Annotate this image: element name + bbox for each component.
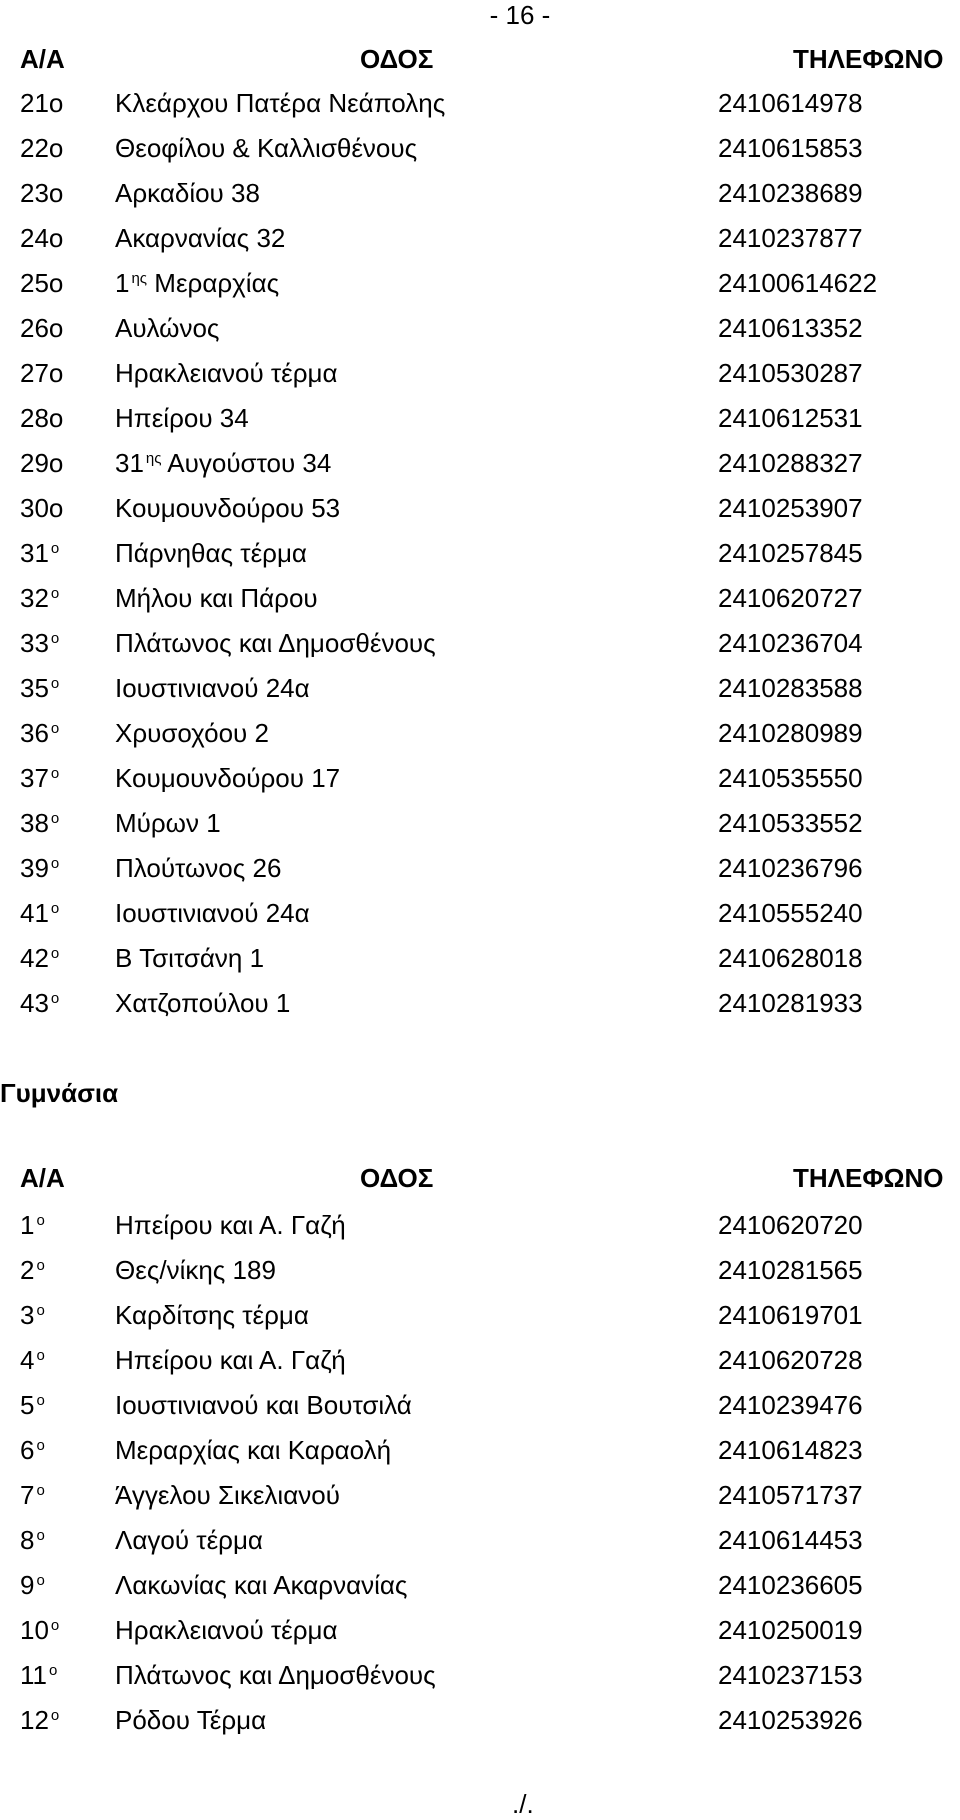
row-number-suffix: ο [36,1347,45,1364]
row-address [115,1525,263,1555]
row-address-suffix: ης [145,450,162,467]
table-row [0,1480,960,1525]
row-phone: 2410614823 [718,1435,863,1465]
row-number-value: 31 [20,538,49,568]
table-row [0,358,960,403]
table-row [0,493,960,538]
row-address-text: Πλάτωνος και Δημοσθένους [115,628,436,658]
table-row [0,898,960,943]
table-row [0,1210,960,1255]
row-number [20,1390,45,1420]
row-address-text: Αυλώνος [115,313,220,343]
table-row [0,943,960,988]
row-phone: 2410281565 [718,1255,863,1285]
row-address [115,403,249,433]
row-number [20,763,59,793]
row-phone: 2410281933 [718,988,863,1018]
row-number-value: 30ο [20,493,64,523]
row-address-text: Μεραρχίας και Καραολή [115,1435,392,1465]
row-number-suffix: ο [50,1617,60,1634]
row-address-text: Κλεάρχου Πατέρα Νεάπολης [115,88,446,118]
section-heading-gymnasia: Γυμνάσια [0,1078,119,1108]
row-address-text: Ρόδου Τέρμα [115,1705,267,1735]
row-number-value: 39 [20,853,49,883]
row-address-text: Ηρακλειανού τέρμα [115,358,338,388]
row-address [115,583,318,613]
table-row [0,808,960,853]
row-address [115,898,310,928]
row-phone: 2410250019 [718,1615,863,1645]
row-address [115,673,310,703]
row-phone: 2410253926 [718,1705,863,1735]
row-address-text: Άγγελου Σικελιανού [115,1480,340,1510]
row-phone: 2410236796 [718,853,863,883]
row-address [115,718,269,748]
row-address [115,1390,412,1420]
row-number-value: 10 [20,1615,49,1645]
row-address [115,1570,407,1600]
row-number-suffix: ο [50,990,60,1007]
row-number-value: 21ο [20,88,64,118]
row-number [20,268,63,298]
table1-header-odos: ΟΔΟΣ [360,44,434,74]
row-address [115,808,221,838]
row-address [115,1660,436,1690]
row-number-value: 22ο [20,133,64,163]
row-address-text: Πάρνηθας τέρμα [115,538,307,568]
table-row [0,1300,960,1345]
table-row [0,538,960,583]
row-number [20,1255,45,1285]
row-phone: 2410236704 [718,628,863,658]
row-address [115,1705,266,1735]
table2-header-phone: ΤΗΛΕΦΩΝΟ [793,1163,944,1193]
row-number-suffix: ο [50,1707,60,1724]
row-number [20,403,63,433]
row-phone: 2410619701 [718,1300,863,1330]
row-number-suffix: ο [50,720,60,737]
row-number-value: 26ο [20,313,64,343]
row-number-suffix: ο [36,1527,45,1544]
row-phone: 2410620728 [718,1345,863,1375]
row-number [20,133,63,163]
row-address-text: Μήλου και Πάρου [115,583,318,613]
row-number-value: 5 [20,1390,35,1420]
row-number-value: 37 [20,763,49,793]
row-number [20,1435,45,1465]
row-address [115,358,338,388]
row-phone: 2410571737 [718,1480,863,1510]
row-address-text: Ηρακλειανού τέρμα [115,1615,338,1645]
table1-header-phone: ΤΗΛΕΦΩΝΟ [793,44,944,74]
row-address-text: Θες/νίκης 189 [115,1255,276,1285]
row-number-value: 32 [20,583,49,613]
row-phone: 2410280989 [718,718,863,748]
row-phone: 2410555240 [718,898,863,928]
table-row [0,1345,960,1390]
row-number [20,1570,45,1600]
row-number-value: 33 [20,628,49,658]
row-number-value: 11 [20,1660,47,1690]
row-number [20,1615,59,1645]
row-number-value: 42 [20,943,49,973]
row-number-value: 41 [20,898,49,928]
table-row [0,1390,960,1435]
row-address-text: Πλούτωνος 26 [115,853,282,883]
row-address-text: Καρδίτσης τέρμα [115,1300,309,1330]
table2-header-odos: ΟΔΟΣ [360,1163,434,1193]
table1-rows [0,88,960,1033]
row-address-text: Μύρων 1 [115,808,221,838]
row-address-text: Ιουστινιανού 24α [115,898,310,928]
row-number [20,493,63,523]
row-address [115,1435,391,1465]
row-number-value: 9 [20,1570,35,1600]
row-number [20,223,63,253]
row-number [20,808,59,838]
row-number [20,178,63,208]
row-number-value: 6 [20,1435,35,1465]
table-row [0,988,960,1033]
table-row [0,313,960,358]
row-address [115,268,279,298]
row-number [20,1345,45,1375]
row-number [20,1480,45,1510]
row-number [20,1210,45,1240]
row-number-value: 24ο [20,223,64,253]
row-address-text: 1 [115,268,130,298]
table-row [0,1615,960,1660]
row-address-rest: Αυγούστου 34 [167,448,332,478]
row-number [20,1300,45,1330]
row-number [20,1660,57,1690]
row-number-suffix: ο [50,810,60,827]
row-number [20,583,59,613]
table-row [0,853,960,898]
row-number [20,943,59,973]
row-phone: 2410612531 [718,403,863,433]
row-address [115,853,281,883]
table-row [0,718,960,763]
row-number-suffix: ο [36,1482,45,1499]
row-address [115,1210,346,1240]
row-number-value: 36 [20,718,49,748]
table-row [0,88,960,133]
row-address-text: Λακωνίας και Ακαρνανίας [115,1570,408,1600]
row-address [115,943,264,973]
row-address [115,1300,309,1330]
row-number [20,358,63,388]
row-number [20,538,59,568]
row-phone: 2410236605 [718,1570,863,1600]
row-phone: 2410620720 [718,1210,863,1240]
row-number-suffix: ο [36,1572,45,1589]
row-number-value: 4 [20,1345,35,1375]
row-number-suffix: ο [50,630,60,647]
row-number [20,1525,45,1555]
row-address [115,1615,338,1645]
table-row [0,448,960,493]
row-number-value: 27ο [20,358,64,388]
row-phone: 2410283588 [718,673,863,703]
table2-header-aa: Α/Α [20,1163,65,1193]
row-address-text: Πλάτωνος και Δημοσθένους [115,1660,436,1690]
row-address [115,628,436,658]
row-number-suffix: ο [36,1392,45,1409]
table-row [0,1570,960,1615]
row-address [115,313,219,343]
row-address [115,1255,276,1285]
row-phone: 2410614453 [718,1525,863,1555]
row-address-rest: Μεραρχίας [154,268,280,298]
table-row [0,628,960,673]
row-phone: 2410628018 [718,943,863,973]
table-row [0,403,960,448]
row-address-text: Θεοφίλου & Καλλισθένους [115,133,418,163]
row-number-suffix: ο [50,675,60,692]
row-phone: 2410535550 [718,763,863,793]
row-number-value: 25ο [20,268,64,298]
row-address [115,133,417,163]
row-number-value: 3 [20,1300,35,1330]
row-number-value: 38 [20,808,49,838]
row-number-value: 29ο [20,448,64,478]
row-phone: 2410615853 [718,133,863,163]
row-number [20,988,59,1018]
row-address [115,178,260,208]
table2-rows [0,1210,960,1750]
row-address-text: Ιουστινιανού και Βουτσιλά [115,1390,412,1420]
row-address [115,88,445,118]
page-number: - 16 - [489,0,551,30]
row-address-text: Χατζοπούλου 1 [115,988,291,1018]
row-address [115,448,331,478]
row-number-suffix: ο [36,1257,45,1274]
table-row [0,1435,960,1480]
row-number [20,898,59,928]
row-address [115,988,290,1018]
row-address-text: Ιουστινιανού 24α [115,673,310,703]
row-number-value: 1 [20,1210,35,1240]
row-number-suffix: ο [50,540,60,557]
row-address-text: Κουμουνδούρου 17 [115,763,341,793]
table-row [0,1525,960,1570]
row-phone: 2410253907 [718,493,863,523]
row-address-text: Ηπείρου και Α. Γαζή [115,1210,346,1240]
row-number-value: 2 [20,1255,35,1285]
row-address-text: Λαγού τέρμα [115,1525,263,1555]
table-row [0,1705,960,1750]
table1-header-aa: Α/Α [20,44,65,74]
row-number-suffix: ο [50,900,60,917]
row-number [20,88,63,118]
row-phone: 2410533552 [718,808,863,838]
row-number-suffix: ο [36,1437,45,1454]
row-number [20,448,63,478]
row-phone: 2410620727 [718,583,863,613]
row-number-value: 35 [20,673,49,703]
table-row [0,583,960,628]
row-number-suffix: ο [50,765,60,782]
table-row [0,268,960,313]
row-phone: 2410238689 [718,178,863,208]
row-address [115,493,340,523]
end-mark: ./. [512,1789,534,1819]
row-address-text: Ακαρνανίας 32 [115,223,286,253]
row-number [20,718,59,748]
table-row [0,673,960,718]
row-number [20,853,59,883]
table-row [0,178,960,223]
row-phone: 2410288327 [718,448,863,478]
row-number [20,628,59,658]
row-number [20,673,59,703]
row-number-value: 7 [20,1480,35,1510]
table-row [0,1255,960,1300]
row-number-suffix: ο [50,945,60,962]
row-address-text: Β Τσιτσάνη 1 [115,943,265,973]
row-address-text: Κουμουνδούρου 53 [115,493,341,523]
row-number [20,313,63,343]
row-number-suffix: ο [50,585,60,602]
row-number-suffix: ο [49,1662,58,1679]
table-row [0,223,960,268]
table-row [0,1660,960,1705]
row-address-text: 31 [115,448,144,478]
row-phone: 2410257845 [718,538,863,568]
row-number-suffix: ο [50,855,60,872]
row-address-text: Ηπείρου και Α. Γαζή [115,1345,346,1375]
row-address-suffix: ης [131,270,148,287]
row-number-value: 8 [20,1525,35,1555]
row-phone: 2410239476 [718,1390,863,1420]
row-address-text: Ηπείρου 34 [115,403,249,433]
row-address-text: Αρκαδίου 38 [115,178,260,208]
row-phone: 24100614622 [718,268,878,298]
row-phone: 2410614978 [718,88,863,118]
row-phone: 2410237153 [718,1660,863,1690]
row-address-text: Χρυσοχόου 2 [115,718,269,748]
row-phone: 2410530287 [718,358,863,388]
row-number-suffix: ο [36,1212,45,1229]
row-number-value: 43 [20,988,49,1018]
row-number-value: 12 [20,1705,49,1735]
table-row [0,763,960,808]
row-number-suffix: ο [36,1302,45,1319]
row-number-value: 23ο [20,178,64,208]
row-address [115,1345,346,1375]
row-address [115,763,340,793]
row-address [115,538,307,568]
row-phone: 2410237877 [718,223,863,253]
row-address [115,1480,340,1510]
row-number-value: 28ο [20,403,64,433]
table-row [0,133,960,178]
row-address [115,223,285,253]
row-phone: 2410613352 [718,313,863,343]
row-number [20,1705,59,1735]
